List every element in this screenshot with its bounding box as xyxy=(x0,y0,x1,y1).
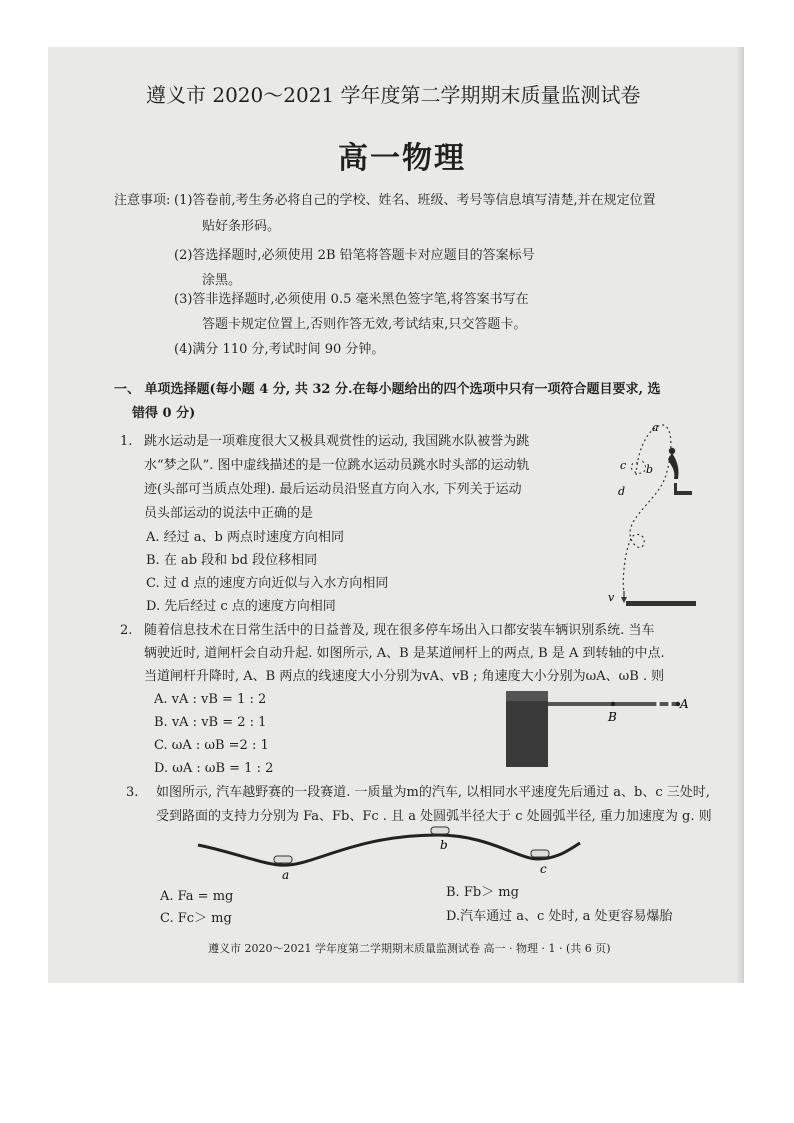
diver-silhouette xyxy=(668,453,679,479)
q3-text-line2: 受到路面的支持力分别为 Fa、Fb、Fc . 且 a 处圆弧半径大于 c 处圆弧半径, 重力加速度为 g. 则 xyxy=(156,809,712,824)
q1-number: 1. xyxy=(120,434,133,449)
q1-option-a: A. 经过 a、b 两点时速度方向相同 xyxy=(146,530,344,545)
q1-text-line4: 员头部运动的说法中正确的是 xyxy=(144,506,314,521)
q3-offroad-track-figure xyxy=(188,823,588,885)
point-label-c: c xyxy=(620,459,627,472)
point-b-marker xyxy=(611,702,615,706)
point-label-b: b xyxy=(440,838,448,852)
trajectory-path xyxy=(623,425,671,591)
q3-option-a: A. Fa = mg xyxy=(160,889,234,904)
q2-text-line3: 当道闸杆升降时, A、B 两点的线速度大小分别为vA、vB ; 角速度大小分别为ωA、ωB . 则 xyxy=(144,669,665,684)
point-label-a: a xyxy=(652,421,659,434)
q2-option-c: C. ωA : ωB =2 : 1 xyxy=(154,738,269,753)
section-1-heading-cont: 错得 0 分) xyxy=(132,406,196,421)
notice-item-3-line2: 答题卡规定位置上,否则作答无效,考试结束,只交答题卡。 xyxy=(202,317,527,332)
velocity-label-v: v xyxy=(608,591,615,604)
point-label-A: A xyxy=(680,697,689,711)
notice-item-1-line2: 贴好条形码。 xyxy=(202,219,281,234)
point-label-a: a xyxy=(282,868,290,882)
track-curve xyxy=(198,835,580,865)
gate-post xyxy=(506,691,548,767)
notice-item-1-line1: (1)答卷前,考生务必将自己的学校、姓名、班级、考号等信息填写清楚,并在规定位置 xyxy=(174,193,656,208)
exam-page xyxy=(48,47,744,983)
notice-label: 注意事项: xyxy=(114,193,171,208)
q2-option-a: A. vA : vB = 1 : 2 xyxy=(154,692,267,707)
notice-item-4-line1: (4)满分 110 分,考试时间 90 分钟。 xyxy=(174,342,385,357)
trajectory-loop xyxy=(631,461,645,473)
q3-option-c: C. Fc＞ mg xyxy=(160,911,232,926)
point-label-B: B xyxy=(608,710,617,724)
q1-text-line2: 水“梦之队”. 图中虚线描述的是一位跳水运动员跳水时头部的运动轨 xyxy=(144,458,530,473)
notice-item-2-line2: 涂黑。 xyxy=(202,273,242,288)
q1-text-line1: 跳水运动是一项难度很大又极具观赏性的运动, 我国跳水队被誉为跳 xyxy=(144,434,530,449)
q3-number: 3. xyxy=(126,785,139,800)
q2-barrier-gate-figure xyxy=(498,685,698,767)
q1-option-b: B. 在 ab 段和 bd 段位移相同 xyxy=(146,553,318,568)
notice-item-3-line1: (3)答非选择题时,必须使用 0.5 毫米黑色签字笔,将答案书写在 xyxy=(174,292,529,307)
gate-post-top xyxy=(506,691,548,701)
q1-option-d: D. 先后经过 c 点的速度方向相同 xyxy=(146,599,336,614)
section-1-heading: 一、 单项选择题(每小题 4 分, 共 32 分.在每小题给出的四个选项中只有一项符合题目要求, 选 xyxy=(114,382,661,397)
diver-head xyxy=(669,448,675,454)
point-label-b: b xyxy=(646,463,654,476)
point-label-d: d xyxy=(618,485,626,498)
q2-text-line2: 辆驶近时, 道闸杆会自动升起. 如图所示, A、B 是某道闸杆上的两点, B 是 A 到转轴的中点. xyxy=(144,646,665,661)
page-footer: 遵义市 2020～2021 学年度第二学期期末质量监测试卷 高一 · 物理 · 1 · (共 6 页) xyxy=(208,942,611,955)
q1-text-line3: 迹(头部可当质点处理). 最后运动员沿竖直方向入水, 下列关于运动 xyxy=(144,482,522,497)
notice-item-2-line1: (2)答选择题时,必须使用 2B 铅笔将答题卡对应题目的答案标号 xyxy=(174,248,535,263)
q2-option-d: D. ωA : ωB = 1 : 2 xyxy=(154,761,274,776)
q2-text-line1: 随着信息技术在日常生活中的日益普及, 现在很多停车场出入口都安装车辆识别系统. 当车 xyxy=(144,623,655,638)
q3-text-line1: 如图所示, 汽车越野赛的一段赛道. 一质量为m的汽车, 以相同水平速度先后通过 a、b、c 三处时, xyxy=(156,785,710,800)
water-surface xyxy=(626,601,696,606)
car-at-a xyxy=(274,856,292,863)
point-label-c: c xyxy=(540,862,547,876)
q2-number: 2. xyxy=(120,623,133,638)
q1-option-c: C. 过 d 点的速度方向近似与入水方向相同 xyxy=(146,576,389,591)
car-at-c xyxy=(531,850,549,857)
q3-option-d: D.汽车通过 a、c 处时, a 处更容易爆胎 xyxy=(446,909,673,924)
subject-title: 高一物理 xyxy=(338,141,466,176)
q2-option-b: B. vA : vB = 2 : 1 xyxy=(154,715,267,730)
car-at-b xyxy=(431,827,449,834)
board-post xyxy=(674,483,677,493)
q3-option-b: B. Fb＞ mg xyxy=(446,885,519,900)
exam-title: 遵义市 2020～2021 学年度第二学期期末质量监测试卷 xyxy=(146,83,641,107)
page-edge-shadow xyxy=(736,47,744,983)
q1-diver-trajectory-figure xyxy=(608,415,698,611)
